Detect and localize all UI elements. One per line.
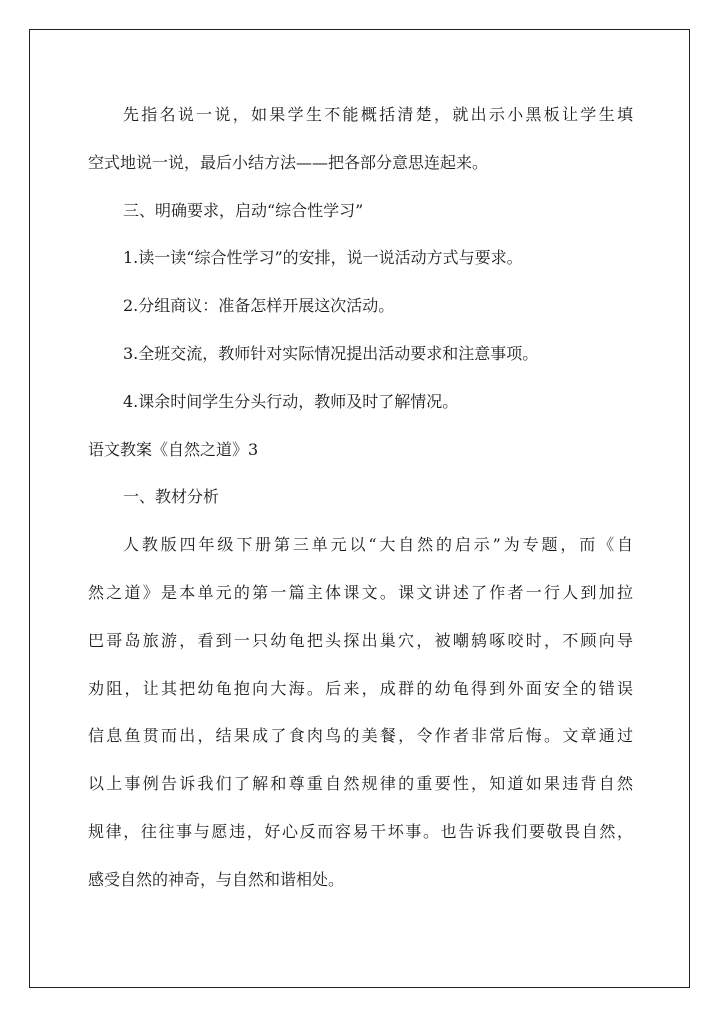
list-item: 3.全班交流，教师针对实际情况提出活动要求和注意事项。 bbox=[123, 343, 539, 363]
text-line: 信息鱼贯而出，结果成了食肉鸟的美餐，令作者非常后悔。文章通过 bbox=[88, 726, 633, 746]
text-line: 劝阻，让其把幼龟抱向大海。后来，成群的幼龟得到外面安全的错误 bbox=[88, 678, 633, 698]
text-line: 巴哥岛旅游，看到一只幼龟把头探出巢穴，被嘲鸫啄咬时，不顾向导 bbox=[88, 630, 633, 650]
list-item: 2.分组商议：准备怎样开展这次活动。 bbox=[123, 296, 395, 316]
list-item: 4.课余时间学生分头行动，教师及时了解情况。 bbox=[123, 391, 459, 411]
text-line: 空式地说一说，最后小结方法——把各部分意思连起来。 bbox=[88, 152, 489, 172]
text-line: 先指名说一说，如果学生不能概括清楚，就出示小黑板让学生填 bbox=[123, 105, 633, 124]
text-line: 感受自然的神奇，与自然和谐相处。 bbox=[88, 869, 345, 889]
list-item: 1.读一读“综合性学习”的安排，说一说活动方式与要求。 bbox=[123, 248, 523, 268]
text-line: 规律，往往事与愿违，好心反而容易干坏事。也告诉我们要敬畏自然， bbox=[88, 821, 633, 841]
section-heading: 一、教材分析 bbox=[123, 487, 220, 507]
text-line: 然之道》是本单元的第一篇主体课文。课文讲述了作者一行人到加拉 bbox=[88, 582, 633, 602]
text-line: 以上事例告诉我们了解和尊重自然规律的重要性，知道如果违背自然 bbox=[88, 774, 633, 794]
section-heading: 三、明确要求，启动“综合性学习” bbox=[123, 200, 364, 220]
text-line: 人教版四年级下册第三单元以“大自然的启示”为专题，而《自 bbox=[123, 535, 633, 555]
document-body bbox=[88, 91, 633, 904]
document-title: 语文教案《自然之道》3 bbox=[88, 439, 259, 459]
